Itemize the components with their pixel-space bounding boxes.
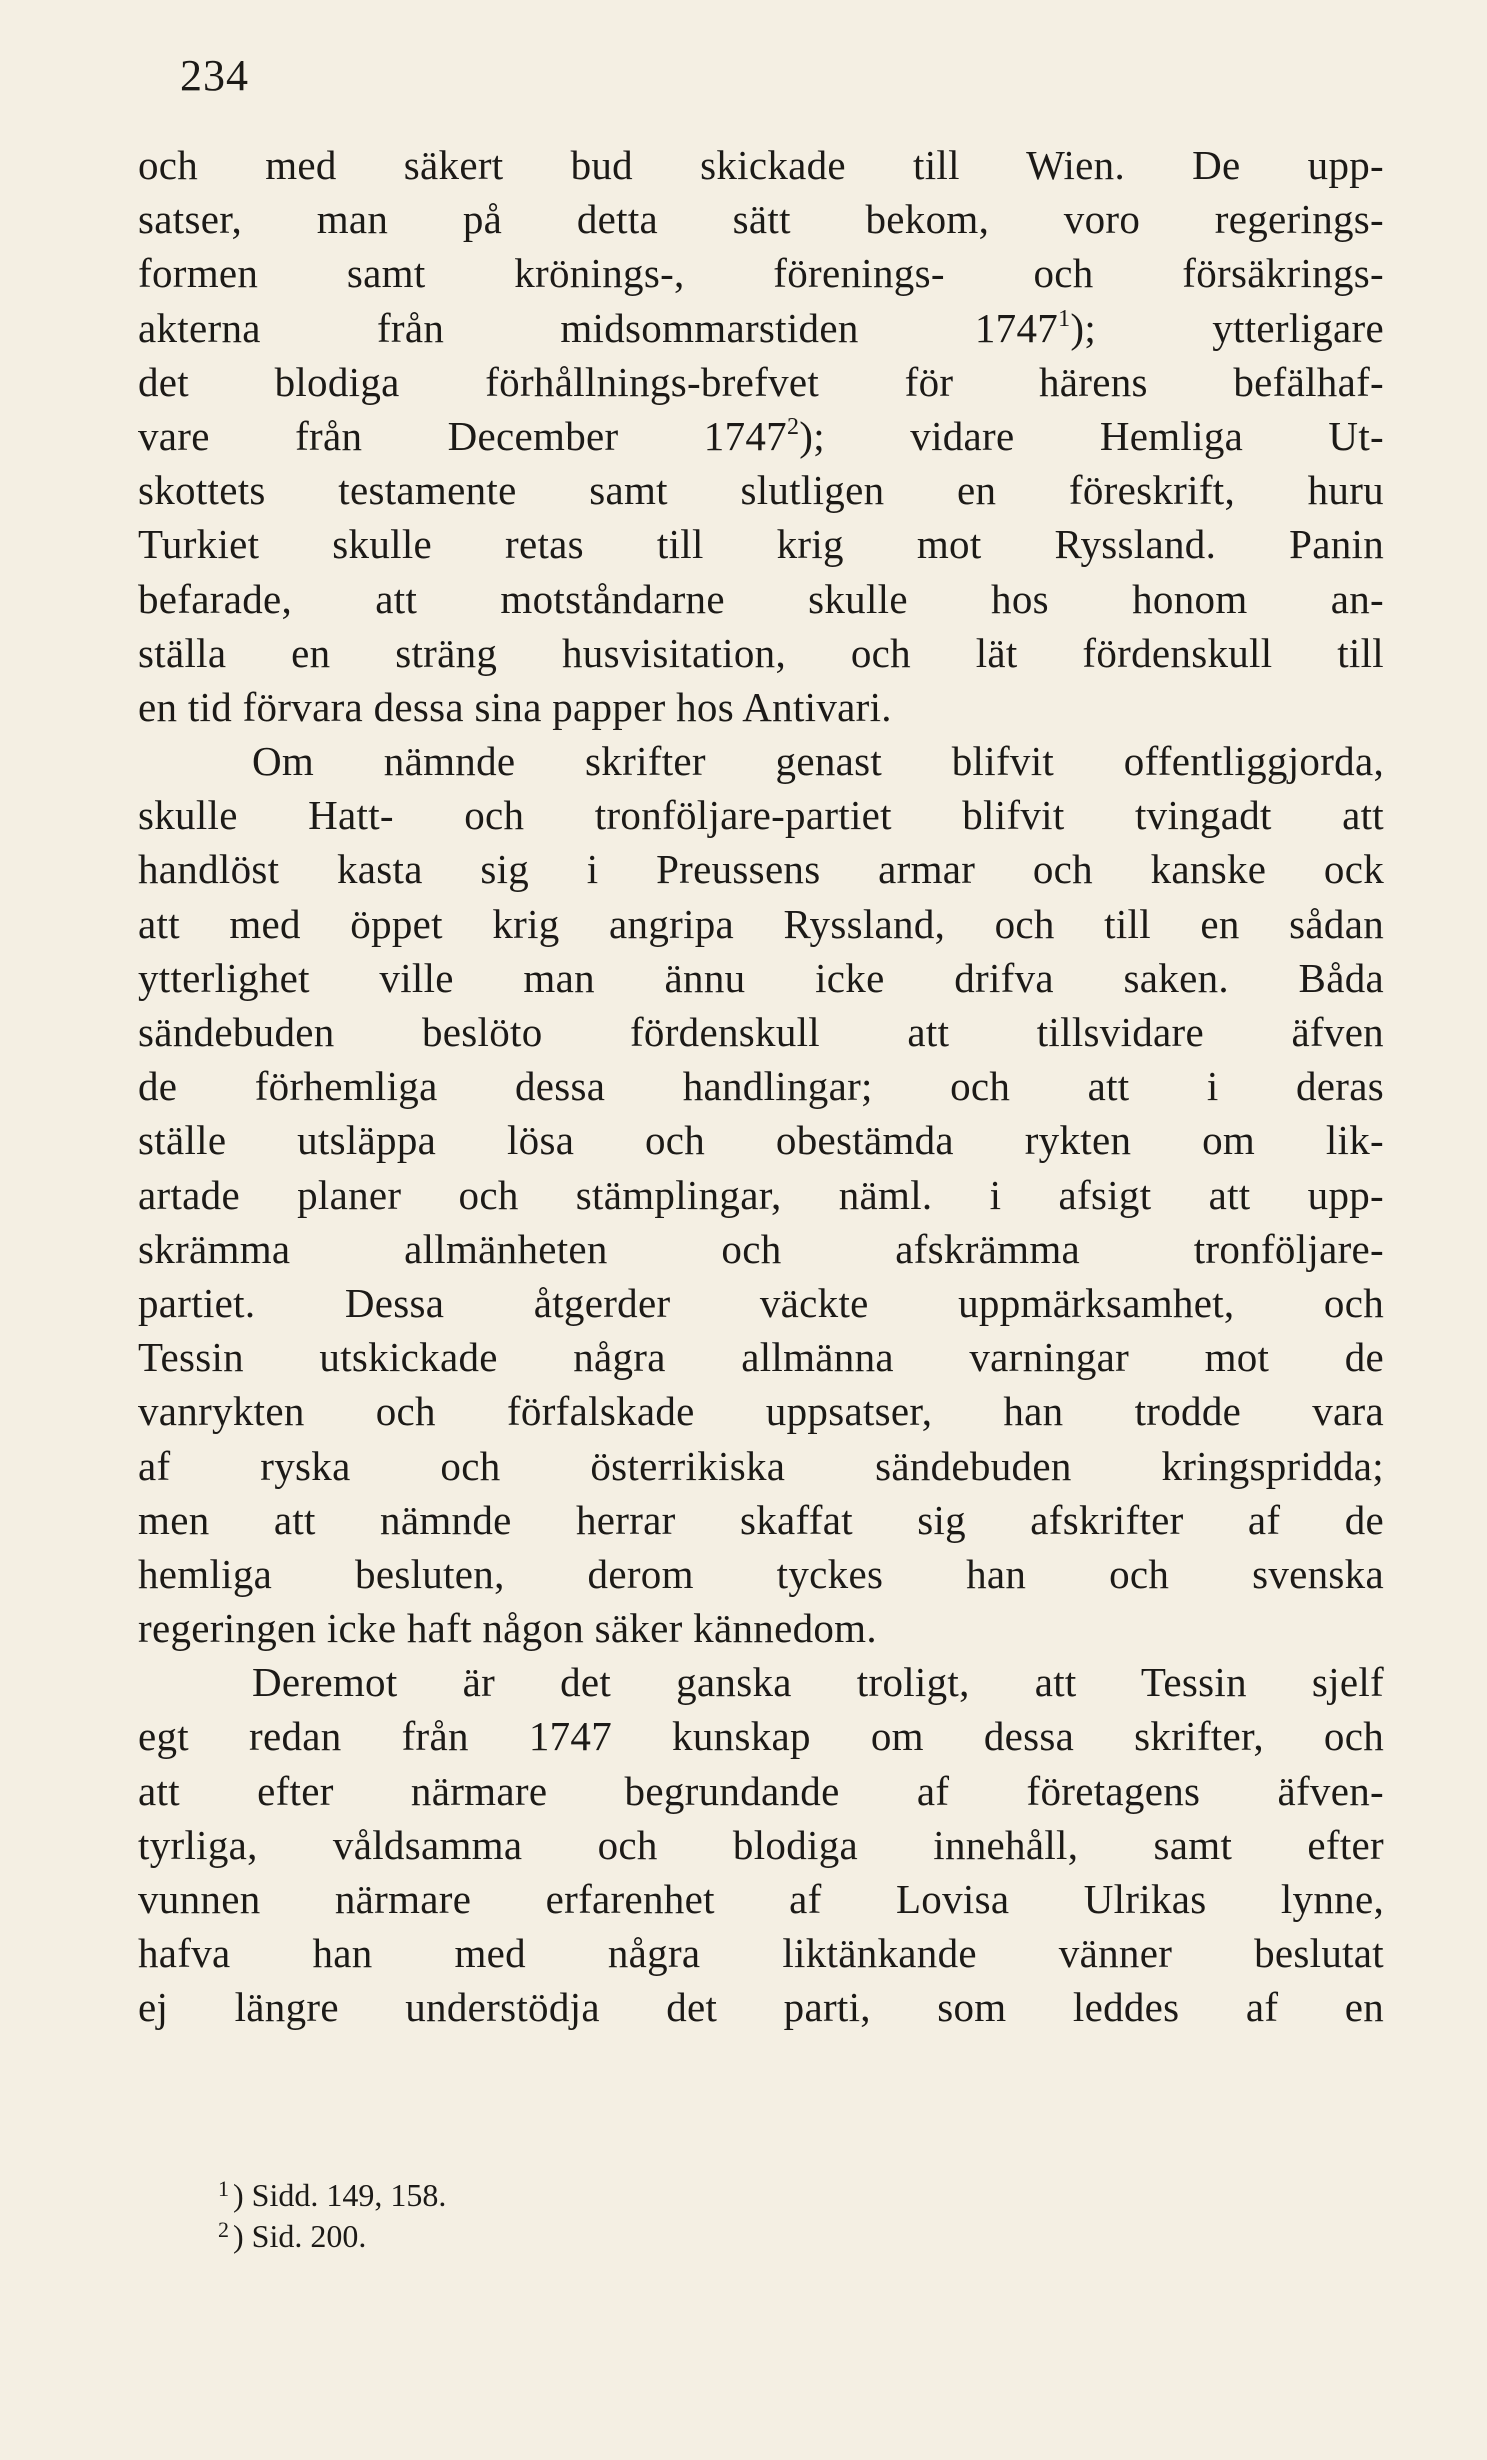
line-text: skulle Hatt- och tronföljare-partiet blifvit tvingadt att	[138, 792, 1384, 839]
text-line	[138, 1113, 1384, 1167]
footnote-text: ) Sid. 200.	[233, 2218, 367, 2254]
line-text: och med säkert bud skickade till Wien. De upp-	[138, 142, 1384, 188]
page-number: 234	[180, 51, 249, 100]
text-line	[138, 192, 1384, 246]
line-text: egt redan från 1747 kunskap om dessa skrifter, och	[138, 1713, 1384, 1760]
text-line	[138, 1330, 1384, 1384]
line-text: skottets testamente samt slutligen en föreskrift, huru	[138, 467, 1384, 514]
text-line	[138, 842, 1384, 896]
line-text: satser, man på detta sätt bekom, voro regerings-	[138, 196, 1384, 243]
footnote-reference: 2	[786, 413, 800, 440]
line-text: Turkiet skulle retas till krig mot Ryssland. Panin	[138, 521, 1384, 568]
text-line	[138, 1709, 1384, 1763]
footnote-text: ) Sidd. 149, 158.	[233, 2177, 447, 2213]
line-text: skrämma allmänheten och afskrämma tronföljare-	[138, 1225, 1384, 1272]
footnote-reference: 1	[1058, 305, 1071, 332]
text-line	[138, 1493, 1384, 1547]
line-text: de förhemliga dessa handlingar; och att i deras	[138, 1063, 1384, 1110]
line-text: vunnen närmare erfarenhet af Lovisa Ulrikas lynne,	[138, 1876, 1384, 1922]
text-line	[138, 246, 1384, 300]
footnote	[218, 2216, 446, 2257]
line-text: ställa en sträng husvisitation, och lät fördenskull till	[138, 629, 1384, 676]
footnote-mark: 2	[218, 2217, 229, 2242]
text-line	[138, 517, 1384, 571]
line-text: hafva han med några liktänkande vänner beslutat	[138, 1930, 1384, 1977]
text-line	[138, 788, 1384, 842]
text-line	[138, 897, 1384, 951]
line-text: ytterlighet ville man ännu icke drifva saken. Båda	[138, 954, 1384, 1001]
text-line	[138, 1547, 1384, 1601]
line-text: handlöst kasta sig i Preussens armar och kanske ock	[138, 846, 1384, 893]
text-line	[138, 409, 1384, 463]
footnote	[218, 2175, 446, 2216]
line-text: tyrliga, våldsamma och blodiga innehåll, samt efter	[138, 1821, 1384, 1868]
line-text: formen samt krönings-, förenings- och försäkrings-	[138, 250, 1384, 297]
text-line	[138, 680, 1384, 734]
line-text: att efter närmare begrundande af företagens äfven-	[138, 1767, 1384, 1814]
text-line	[138, 1980, 1384, 2034]
text-line	[138, 355, 1384, 409]
text-line	[138, 1384, 1384, 1438]
text-line	[138, 1601, 1384, 1655]
line-text: af ryska och österrikiska sändebuden kringspridda;	[138, 1442, 1384, 1489]
line-text: ställe utsläppa lösa och obestämda rykten om lik-	[138, 1117, 1384, 1164]
text-line	[138, 1655, 1384, 1709]
line-text: befarade, att motståndarne skulle hos honom an-	[138, 575, 1384, 622]
line-text: partiet. Dessa åtgerder väckte uppmärksamhet, och	[138, 1279, 1384, 1326]
text-line	[138, 626, 1384, 680]
line-text: att med öppet krig angripa Ryssland, och till en sådan	[138, 900, 1384, 947]
text-line	[138, 1926, 1384, 1980]
line-text: Tessin utskickade några allmänna varningar mot de	[138, 1334, 1384, 1381]
footnotes	[218, 2175, 446, 2257]
text-line	[138, 1818, 1384, 1872]
line-text: ej längre understödja det parti, som leddes af en	[138, 1984, 1384, 2031]
line-text: hemliga besluten, derom tyckes han och svenska	[138, 1550, 1384, 1597]
line-text-continued: ); vidare Hemliga Ut-	[799, 412, 1384, 459]
line-text: Deremot är det ganska troligt, att Tessin sjelf	[252, 1659, 1384, 1706]
line-text: regeringen icke haft någon säker kännedom.	[138, 1605, 877, 1652]
text-line	[138, 1005, 1384, 1059]
text-line	[138, 951, 1384, 1005]
line-text: artade planer och stämplingar, näml. i afsigt att upp-	[138, 1171, 1384, 1218]
text-line	[138, 138, 1384, 192]
text-line	[138, 1168, 1384, 1222]
footnote-mark: 1	[218, 2176, 229, 2201]
line-text-continued: ); ytterligare	[1070, 304, 1384, 351]
text-line	[138, 1059, 1384, 1113]
line-text: det blodiga förhållnings-brefvet för härens befälhaf-	[138, 358, 1384, 405]
body-text	[138, 138, 1384, 2035]
text-line	[138, 1439, 1384, 1493]
line-text: vare från December 1747	[138, 412, 787, 459]
line-text: men att nämnde herrar skaffat sig afskrifter af de	[138, 1496, 1384, 1543]
text-line	[138, 1872, 1384, 1926]
line-text: vanrykten och förfalskade uppsatser, han trodde vara	[138, 1388, 1384, 1435]
line-text: akterna från midsommarstiden 1747	[138, 304, 1059, 351]
text-line	[138, 463, 1384, 517]
text-line	[138, 1222, 1384, 1276]
line-text: Om nämnde skrifter genast blifvit offentliggjorda,	[252, 738, 1384, 785]
line-text: en tid förvara dessa sina papper hos Antivari.	[138, 683, 892, 730]
text-line	[138, 1764, 1384, 1818]
line-text: sändebuden beslöto fördenskull att tillsvidare äfven	[138, 1009, 1384, 1055]
text-line	[138, 1276, 1384, 1330]
text-line	[138, 734, 1384, 788]
text-line	[138, 301, 1384, 355]
text-line	[138, 572, 1384, 626]
